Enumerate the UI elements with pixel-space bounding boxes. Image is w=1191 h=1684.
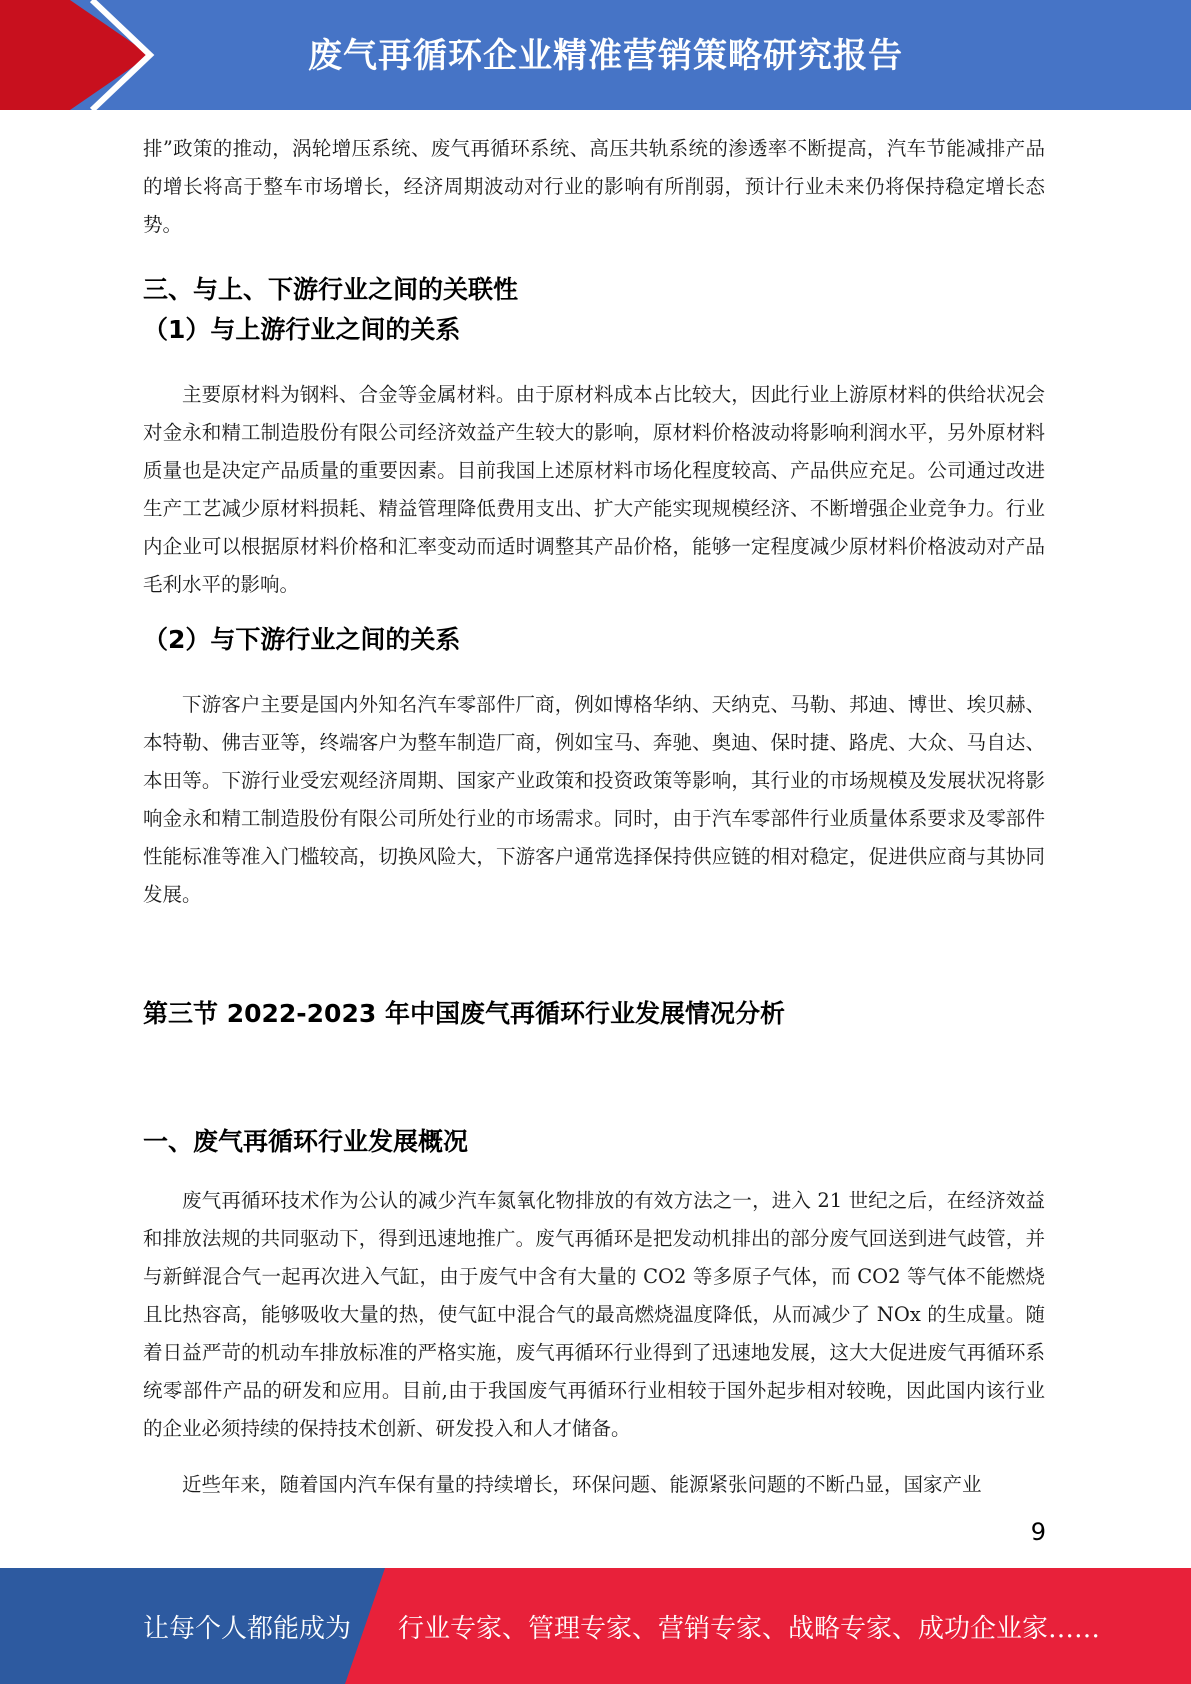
subheading-downstream: （2）与下游行业之间的关系 bbox=[143, 625, 461, 654]
document-body bbox=[143, 130, 1045, 1504]
subheading-upstream: （1）与上游行业之间的关系 bbox=[143, 315, 461, 344]
chapter-section-heading: 第三节 2022-2023 年中国废气再循环行业发展情况分析 bbox=[143, 999, 785, 1028]
section-heading-upstream-downstream: 三、与上、下游行业之间的关联性 bbox=[143, 275, 519, 304]
footer-slogan-right: 行业专家、管理专家、营销专家、战略专家、成功企业家…… bbox=[398, 1614, 1101, 1644]
header-title: 废气再循环企业精准营销策略研究报告 bbox=[308, 36, 903, 76]
intro-paragraph: 排”政策的推动，涡轮增压系统、废气再循环系统、高压共轨系统的渗透率不断提高，汽车节能减排产品的增长将高于整车市场增长，经济周期波动对行业的影响有所削弱，预计行业未来仍将保持稳定增长态势。 bbox=[143, 137, 1045, 236]
overview-heading: 一、废气再循环行业发展概况 bbox=[143, 1127, 469, 1156]
continuation-paragraph: 近些年来，随着国内汽车保有量的持续增长，环保问题、能源紧张问题的不断凸显，国家产业 bbox=[182, 1473, 982, 1496]
overview-paragraph: 废气再循环技术作为公认的减少汽车氮氧化物排放的有效方法之一，进入 21 世纪之后，在经济效益和排放法规的共同驱动下，得到迅速地推广。废气再循环是把发动机排出的部分废气回送到进气歧管，并与新鲜混合气一起再次进入气缸，由于废气中含有大量的 CO2 等多原子气体，而 CO2 等气体不能燃烧且比热容高，能够吸收大量的热，使气缸中混合气的最高燃烧温度降低，从而减少了 NOx 的生成量。随着日益严苛的机动车排放标准的严格实施，废气再循环行业得到了迅速地发展，这大大促进废气再循环系统零部件产品的研发和应用。目前,由于我国废气再循环行业相较于国外起步相对较晚，因此国内该行业的企业必须持续的保持技术创新、研发投入和人才储备。 bbox=[143, 1189, 1045, 1440]
header-banner bbox=[0, 0, 1191, 110]
footer-slogan-left: 让每个人都能成为 bbox=[143, 1614, 352, 1644]
footer-banner bbox=[0, 1568, 1191, 1684]
downstream-paragraph: 下游客户主要是国内外知名汽车零部件厂商，例如博格华纳、天纳克、马勒、邦迪、博世、埃贝赫、本特勒、佛吉亚等，终端客户为整车制造厂商，例如宝马、奔驰、奥迪、保时捷、路虎、大众、马自达、本田等。下游行业受宏观经济周期、国家产业政策和投资政策等影响，其行业的市场规模及发展状况将影响金永和精工制造股份有限公司所处行业的市场需求。同时，由于汽车零部件行业质量体系要求及零部件性能标准等准入门槛较高，切换风险大，下游客户通常选择保持供应链的相对稳定，促进供应商与其协同发展。 bbox=[143, 693, 1045, 906]
upstream-paragraph: 主要原材料为钢料、合金等金属材料。由于原材料成本占比较大，因此行业上游原材料的供给状况会对金永和精工制造股份有限公司经济效益产生较大的影响，原材料价格波动将影响利润水平，另外原材料质量也是决定产品质量的重要因素。目前我国上述原材料市场化程度较高、产品供应充足。公司通过改进生产工艺减少原材料损耗、精益管理降低费用支出、扩大产能实现规模经济、不断增强企业竞争力。行业内企业可以根据原材料价格和汇率变动而适时调整其产品价格，能够一定程度减少原材料价格波动对产品毛利水平的影响。 bbox=[143, 383, 1045, 596]
page-number: 9 bbox=[1030, 1518, 1046, 1546]
